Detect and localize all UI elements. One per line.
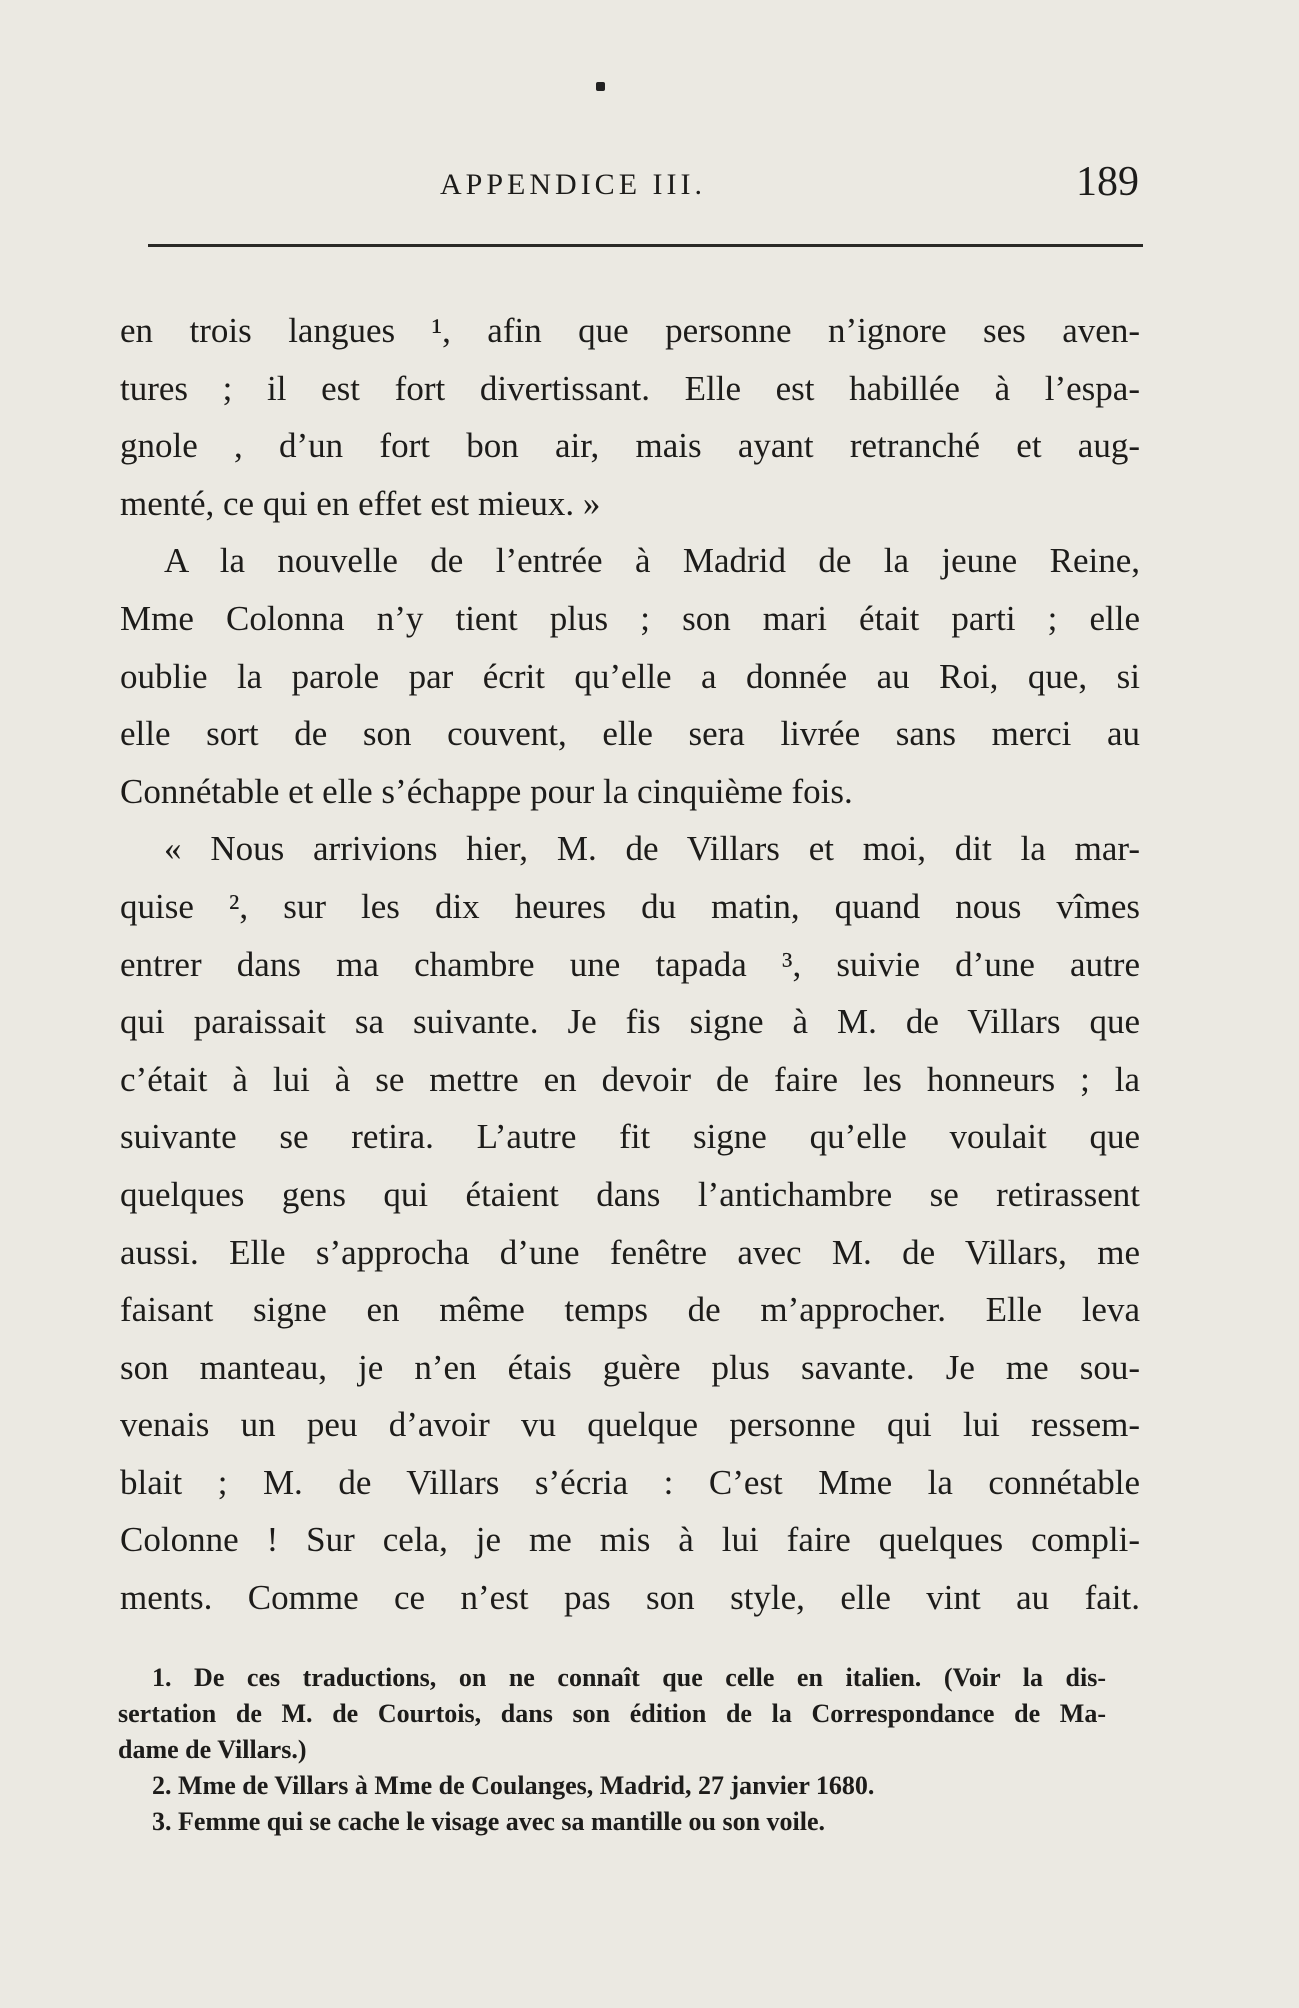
text-line: A la nouvelle de l’entrée à Madrid de la jeune Reine, [164, 541, 1140, 581]
footnote-line: 1. De ces traductions, on ne connaît que celle en italien. (Voir la dis- [152, 1663, 1106, 1692]
text-line: tures ; il est fort divertissant. Elle est habillée à l’espa- [120, 368, 1140, 408]
text-line: Mme Colonna n’y tient plus ; son mari était parti ; elle [120, 598, 1140, 638]
text-line: venais un peu d’avoir vu quelque personne qui lui ressem- [120, 1405, 1140, 1445]
text-line: Colonne ! Sur cela, je me mis à lui faire quelques compli- [120, 1520, 1140, 1560]
text-line: faisant signe en même temps de m’approcher. Elle leva [120, 1290, 1140, 1330]
text-line: blait ; M. de Villars s’écria : C’est Mme la connétable [120, 1462, 1140, 1502]
text-line: elle sort de son couvent, elle sera livrée sans merci au [120, 714, 1140, 754]
footnote-line: 2. Mme de Villars à Mme de Coulanges, Madrid, 27 janvier 1680. [152, 1771, 875, 1800]
header-rule [148, 244, 1143, 247]
running-header: APPENDICE III. [440, 168, 706, 201]
text-line: Connétable et elle s’échappe pour la cinquième fois. [120, 771, 853, 811]
page-number: 189 [1076, 159, 1139, 205]
text-line: son manteau, je n’en étais guère plus savante. Je me sou- [120, 1347, 1140, 1387]
text-line: menté, ce qui en effet est mieux. » [120, 483, 601, 523]
text-line: entrer dans ma chambre une tapada ³, suivie d’une autre [120, 944, 1140, 984]
text-line: quelques gens qui étaient dans l’antichambre se retirassent [120, 1174, 1140, 1214]
text-line: ments. Comme ce n’est pas son style, elle vint au fait. [120, 1578, 1140, 1618]
footnote-line: dame de Villars.) [118, 1735, 307, 1764]
text-line: aussi. Elle s’approcha d’une fenêtre avec M. de Villars, me [120, 1232, 1140, 1272]
footnotes [118, 1660, 1106, 1840]
text-line: quise ², sur les dix heures du matin, quand nous vîmes [120, 886, 1140, 926]
text-line: qui paraissait sa suivante. Je fis signe à M. de Villars que [120, 1002, 1140, 1042]
text-line: oublie la parole par écrit qu’elle a donnée au Roi, que, si [120, 656, 1140, 696]
text-line: c’était à lui à se mettre en devoir de faire les honneurs ; la [120, 1059, 1140, 1099]
text-line: suivante se retira. L’autre fit signe qu’elle voulait que [120, 1117, 1140, 1157]
text-line: gnole , d’un fort bon air, mais ayant retranché et aug- [120, 426, 1140, 466]
text-line: en trois langues ¹, afin que personne n’ignore ses aven- [120, 311, 1140, 350]
footnote-line: sertation de M. de Courtois, dans son édition de la Correspondance de Ma- [118, 1699, 1106, 1728]
page-mark [596, 82, 605, 91]
text-line: « Nous arrivions hier, M. de Villars et moi, dit la mar- [164, 829, 1140, 869]
footnote-line: 3. Femme qui se cache le visage avec sa mantille ou son voile. [152, 1807, 826, 1836]
body-text [120, 302, 1140, 1627]
